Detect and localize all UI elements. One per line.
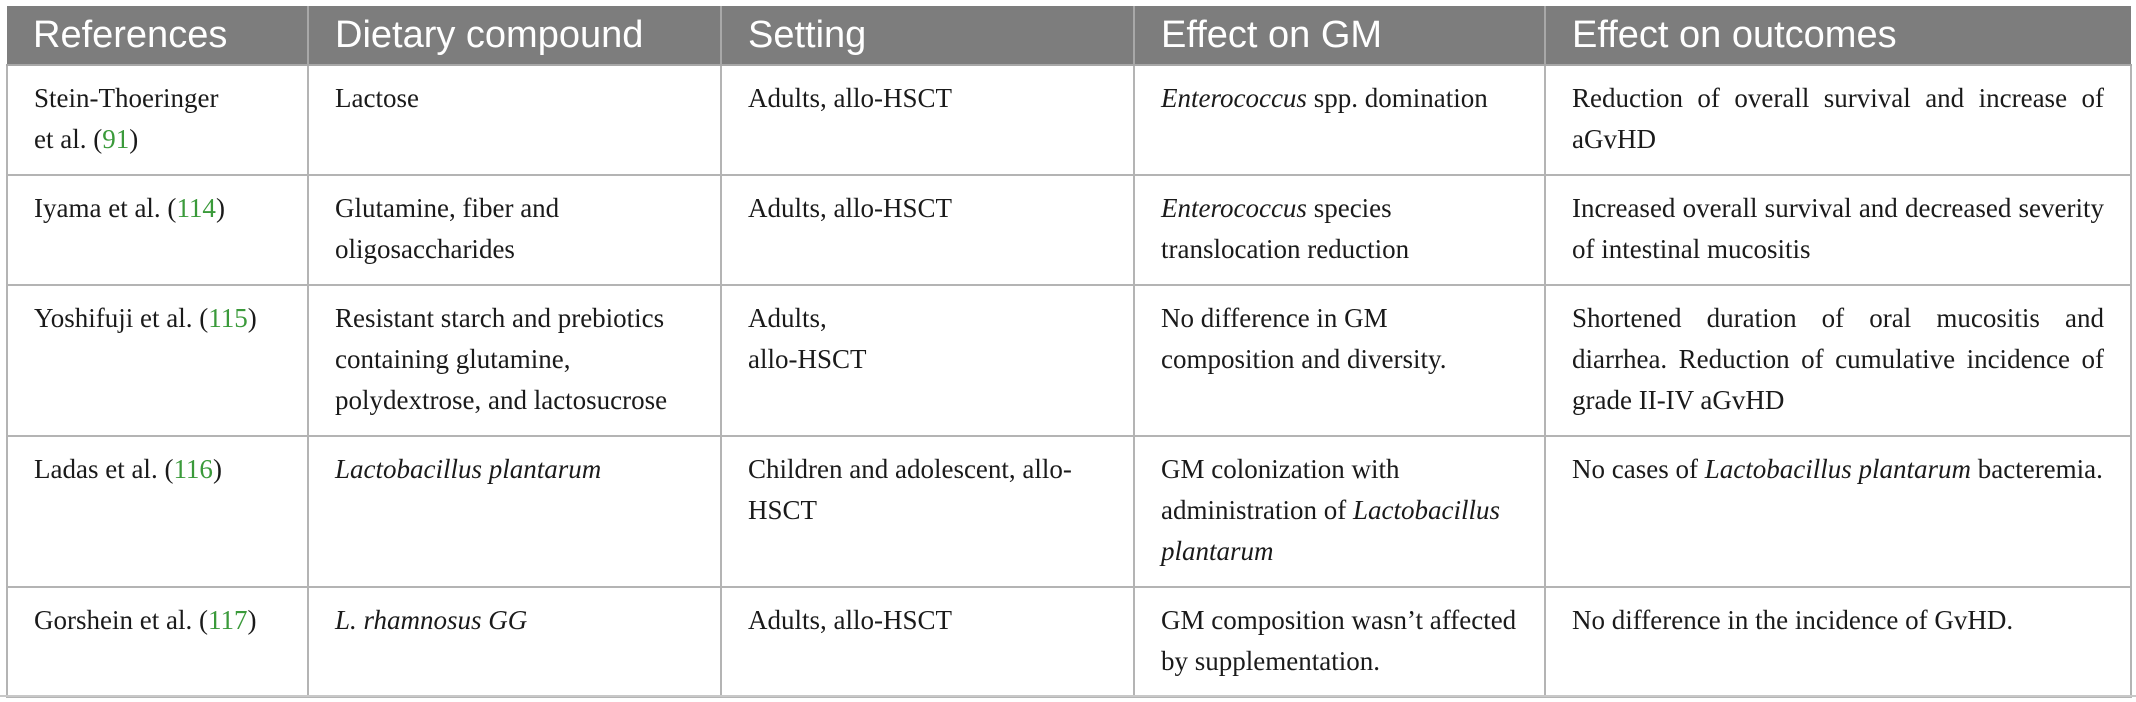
reference-close: )	[129, 124, 139, 154]
reference-close: )	[247, 303, 257, 333]
reference-link[interactable]: 114	[176, 193, 216, 223]
reference-link[interactable]: 116	[173, 454, 213, 484]
cell-effect-outcomes: No difference in the incidence of GvHD.	[1545, 587, 2131, 697]
column-header-effect-on-gm: Effect on GM	[1134, 6, 1545, 65]
cell-reference	[7, 436, 308, 587]
reference-author: Ladas et al. (	[34, 454, 174, 484]
gm-genus: Enterococcus	[1161, 83, 1307, 113]
cell-effect-outcomes: Reduction of overall survival and increase of aGvHD	[1545, 65, 2131, 175]
reference-link[interactable]: 115	[208, 303, 248, 333]
cell-setting: Adults, allo-HSCT	[721, 175, 1134, 285]
cell-compound: L. rhamnosus GG	[308, 587, 721, 697]
cell-compound: Glutamine, fiber and oligosaccharides	[308, 175, 721, 285]
outcome-text: No cases of	[1572, 454, 1705, 484]
cell-setting: Adults, allo-HSCT	[721, 65, 1134, 175]
cell-setting: Children and adolescent, allo-HSCT	[721, 436, 1134, 587]
reference-author: Yoshifuji et al. (	[34, 303, 209, 333]
cell-effect-gm: No difference in GM composition and diversity.	[1134, 285, 1545, 436]
gm-text: spp. domination	[1306, 83, 1488, 113]
gm-text: GM colonization with administration of	[1161, 454, 1400, 525]
gm-species: Lactobacillus plantarum	[1161, 495, 1500, 566]
reference-author: Stein-Thoeringer	[34, 83, 219, 113]
cell-reference	[7, 65, 308, 175]
outcome-species: Lactobacillus plantarum	[1704, 454, 1971, 484]
reference-close: )	[215, 193, 225, 223]
cell-reference	[7, 587, 308, 697]
cell-effect-outcomes: Increased overall survival and decreased severity of intestinal mucositis	[1545, 175, 2131, 285]
reference-close: )	[247, 605, 257, 635]
cell-reference	[7, 175, 308, 285]
table-row	[7, 436, 2131, 587]
setting-line: allo-HSCT	[748, 344, 867, 374]
table-row	[7, 65, 2131, 175]
column-header-references: References	[7, 6, 308, 65]
reference-author-cont: et al. (	[34, 124, 103, 154]
reference-author: Gorshein et al. (	[34, 605, 208, 635]
data-table	[6, 6, 2132, 698]
column-header-effect-on-outcomes: Effect on outcomes	[1545, 6, 2131, 65]
outcome-text: bacteremia.	[1970, 454, 2103, 484]
cell-compound: Lactobacillus plantarum	[308, 436, 721, 587]
table-header-row	[7, 6, 2131, 65]
table-row	[7, 587, 2131, 697]
bottom-divider	[0, 695, 2136, 697]
data-table-container	[6, 6, 2130, 698]
table-row	[7, 285, 2131, 436]
reference-close: )	[212, 454, 222, 484]
reference-link[interactable]: 91	[102, 124, 130, 154]
gm-text: species translocation reduction	[1161, 193, 1410, 264]
gm-genus: Enterococcus	[1161, 193, 1307, 223]
cell-effect-gm	[1134, 175, 1545, 285]
column-header-setting: Setting	[721, 6, 1134, 65]
cell-setting	[721, 285, 1134, 436]
cell-effect-outcomes	[1545, 436, 2131, 587]
cell-compound: Resistant starch and prebiotics containing glutamine, polydextrose, and lactosucrose	[308, 285, 721, 436]
cell-effect-gm: GM composition wasn’t affected by supplementation.	[1134, 587, 1545, 697]
reference-author: Iyama et al. (	[34, 193, 177, 223]
cell-effect-gm	[1134, 65, 1545, 175]
table-row	[7, 175, 2131, 285]
column-header-dietary-compound: Dietary compound	[308, 6, 721, 65]
cell-effect-gm	[1134, 436, 1545, 587]
cell-compound: Lactose	[308, 65, 721, 175]
cell-effect-outcomes: Shortened duration of oral mucositis and diarrhea. Reduction of cumulative incidence of grade II-IV aGvHD	[1545, 285, 2131, 436]
setting-line: Adults,	[748, 303, 827, 333]
cell-reference	[7, 285, 308, 436]
reference-link[interactable]: 117	[207, 605, 248, 635]
cell-setting: Adults, allo-HSCT	[721, 587, 1134, 697]
